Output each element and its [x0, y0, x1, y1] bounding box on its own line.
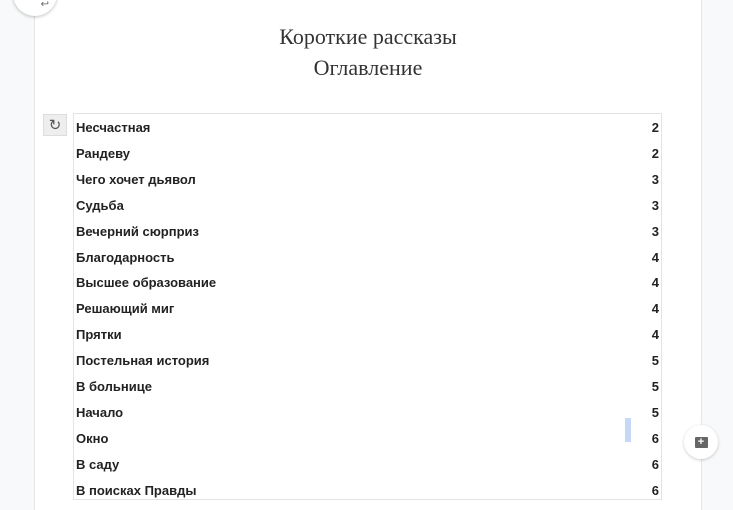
toc-entry[interactable] — [76, 350, 659, 370]
toc-entry[interactable] — [76, 376, 659, 396]
toc-entry[interactable] — [76, 454, 659, 474]
toc-heading: Оглавление — [313, 55, 423, 80]
toc-page-number: 5 — [651, 404, 659, 420]
toc-entry[interactable] — [76, 402, 659, 422]
toc-entry-link[interactable]: Решающий миг — [76, 301, 175, 317]
document-title: Короткие рассказы — [279, 24, 457, 49]
toc-page-number: 6 — [651, 482, 659, 498]
toc-entry-link[interactable]: Прятки — [76, 327, 122, 343]
toc-entry-link[interactable]: Рандеву — [76, 145, 130, 161]
toc-entry-link[interactable]: Постельная история — [76, 353, 210, 369]
toc-entry[interactable] — [76, 143, 659, 163]
toc-entry[interactable] — [76, 221, 659, 241]
toc-page-number: 4 — [651, 249, 659, 265]
toc-page-number: 2 — [651, 145, 659, 161]
toc-entry[interactable] — [76, 272, 659, 292]
toc-page-number: 4 — [651, 327, 659, 343]
toc-entry[interactable] — [76, 324, 659, 344]
toc-entry-link[interactable]: В саду — [76, 456, 120, 472]
toc-entry-link[interactable]: Вечерний сюрприз — [76, 223, 199, 239]
toc-entry[interactable] — [76, 428, 659, 448]
side-panel-button[interactable] — [13, 0, 57, 16]
toc-page-number: 6 — [651, 430, 659, 446]
toc-entry-link[interactable]: Высшее образование — [76, 275, 217, 291]
toc-page-number: 3 — [651, 171, 659, 187]
toc-entry[interactable] — [76, 117, 659, 137]
toc-page-number: 6 — [651, 456, 659, 472]
toc-page-number: 4 — [651, 301, 659, 317]
toc-entry-link[interactable]: Несчастная — [76, 120, 151, 135]
toc-entry-link[interactable]: Чего хочет дьявол — [76, 171, 196, 187]
toc-entry-link[interactable]: В поисках Правды — [76, 482, 197, 498]
toc-entry-link[interactable]: В больнице — [76, 379, 152, 394]
toc-page-number: 4 — [651, 275, 659, 291]
toc-entry-link[interactable]: Начало — [76, 404, 124, 420]
toc-entry[interactable] — [76, 169, 659, 189]
refresh-icon: ↻ — [48, 117, 62, 134]
add-comment-button[interactable] — [684, 425, 718, 459]
toc-entry[interactable] — [76, 247, 659, 267]
toc-page-number: 5 — [651, 353, 659, 369]
toc-entry[interactable] — [76, 195, 659, 215]
toc-page-number: 3 — [651, 223, 659, 239]
outline-icon: ↩ — [40, 0, 49, 10]
toc-page-number: 5 — [651, 379, 659, 394]
text-selection-highlight — [625, 418, 631, 442]
document-page — [34, 0, 702, 510]
refresh-toc-button[interactable] — [43, 114, 67, 136]
toc-entry-link[interactable]: Судьба — [76, 197, 124, 213]
toc-entry-link[interactable]: Благодарность — [76, 249, 175, 265]
toc-page-number: 3 — [651, 197, 659, 213]
toc-entry-link[interactable]: Окно — [76, 430, 109, 446]
table-of-contents — [73, 113, 662, 500]
add-comment-icon: + — [695, 437, 708, 448]
toc-entry[interactable] — [76, 480, 659, 500]
toc-entry[interactable] — [76, 298, 659, 318]
toc-page-number: 2 — [651, 120, 659, 135]
